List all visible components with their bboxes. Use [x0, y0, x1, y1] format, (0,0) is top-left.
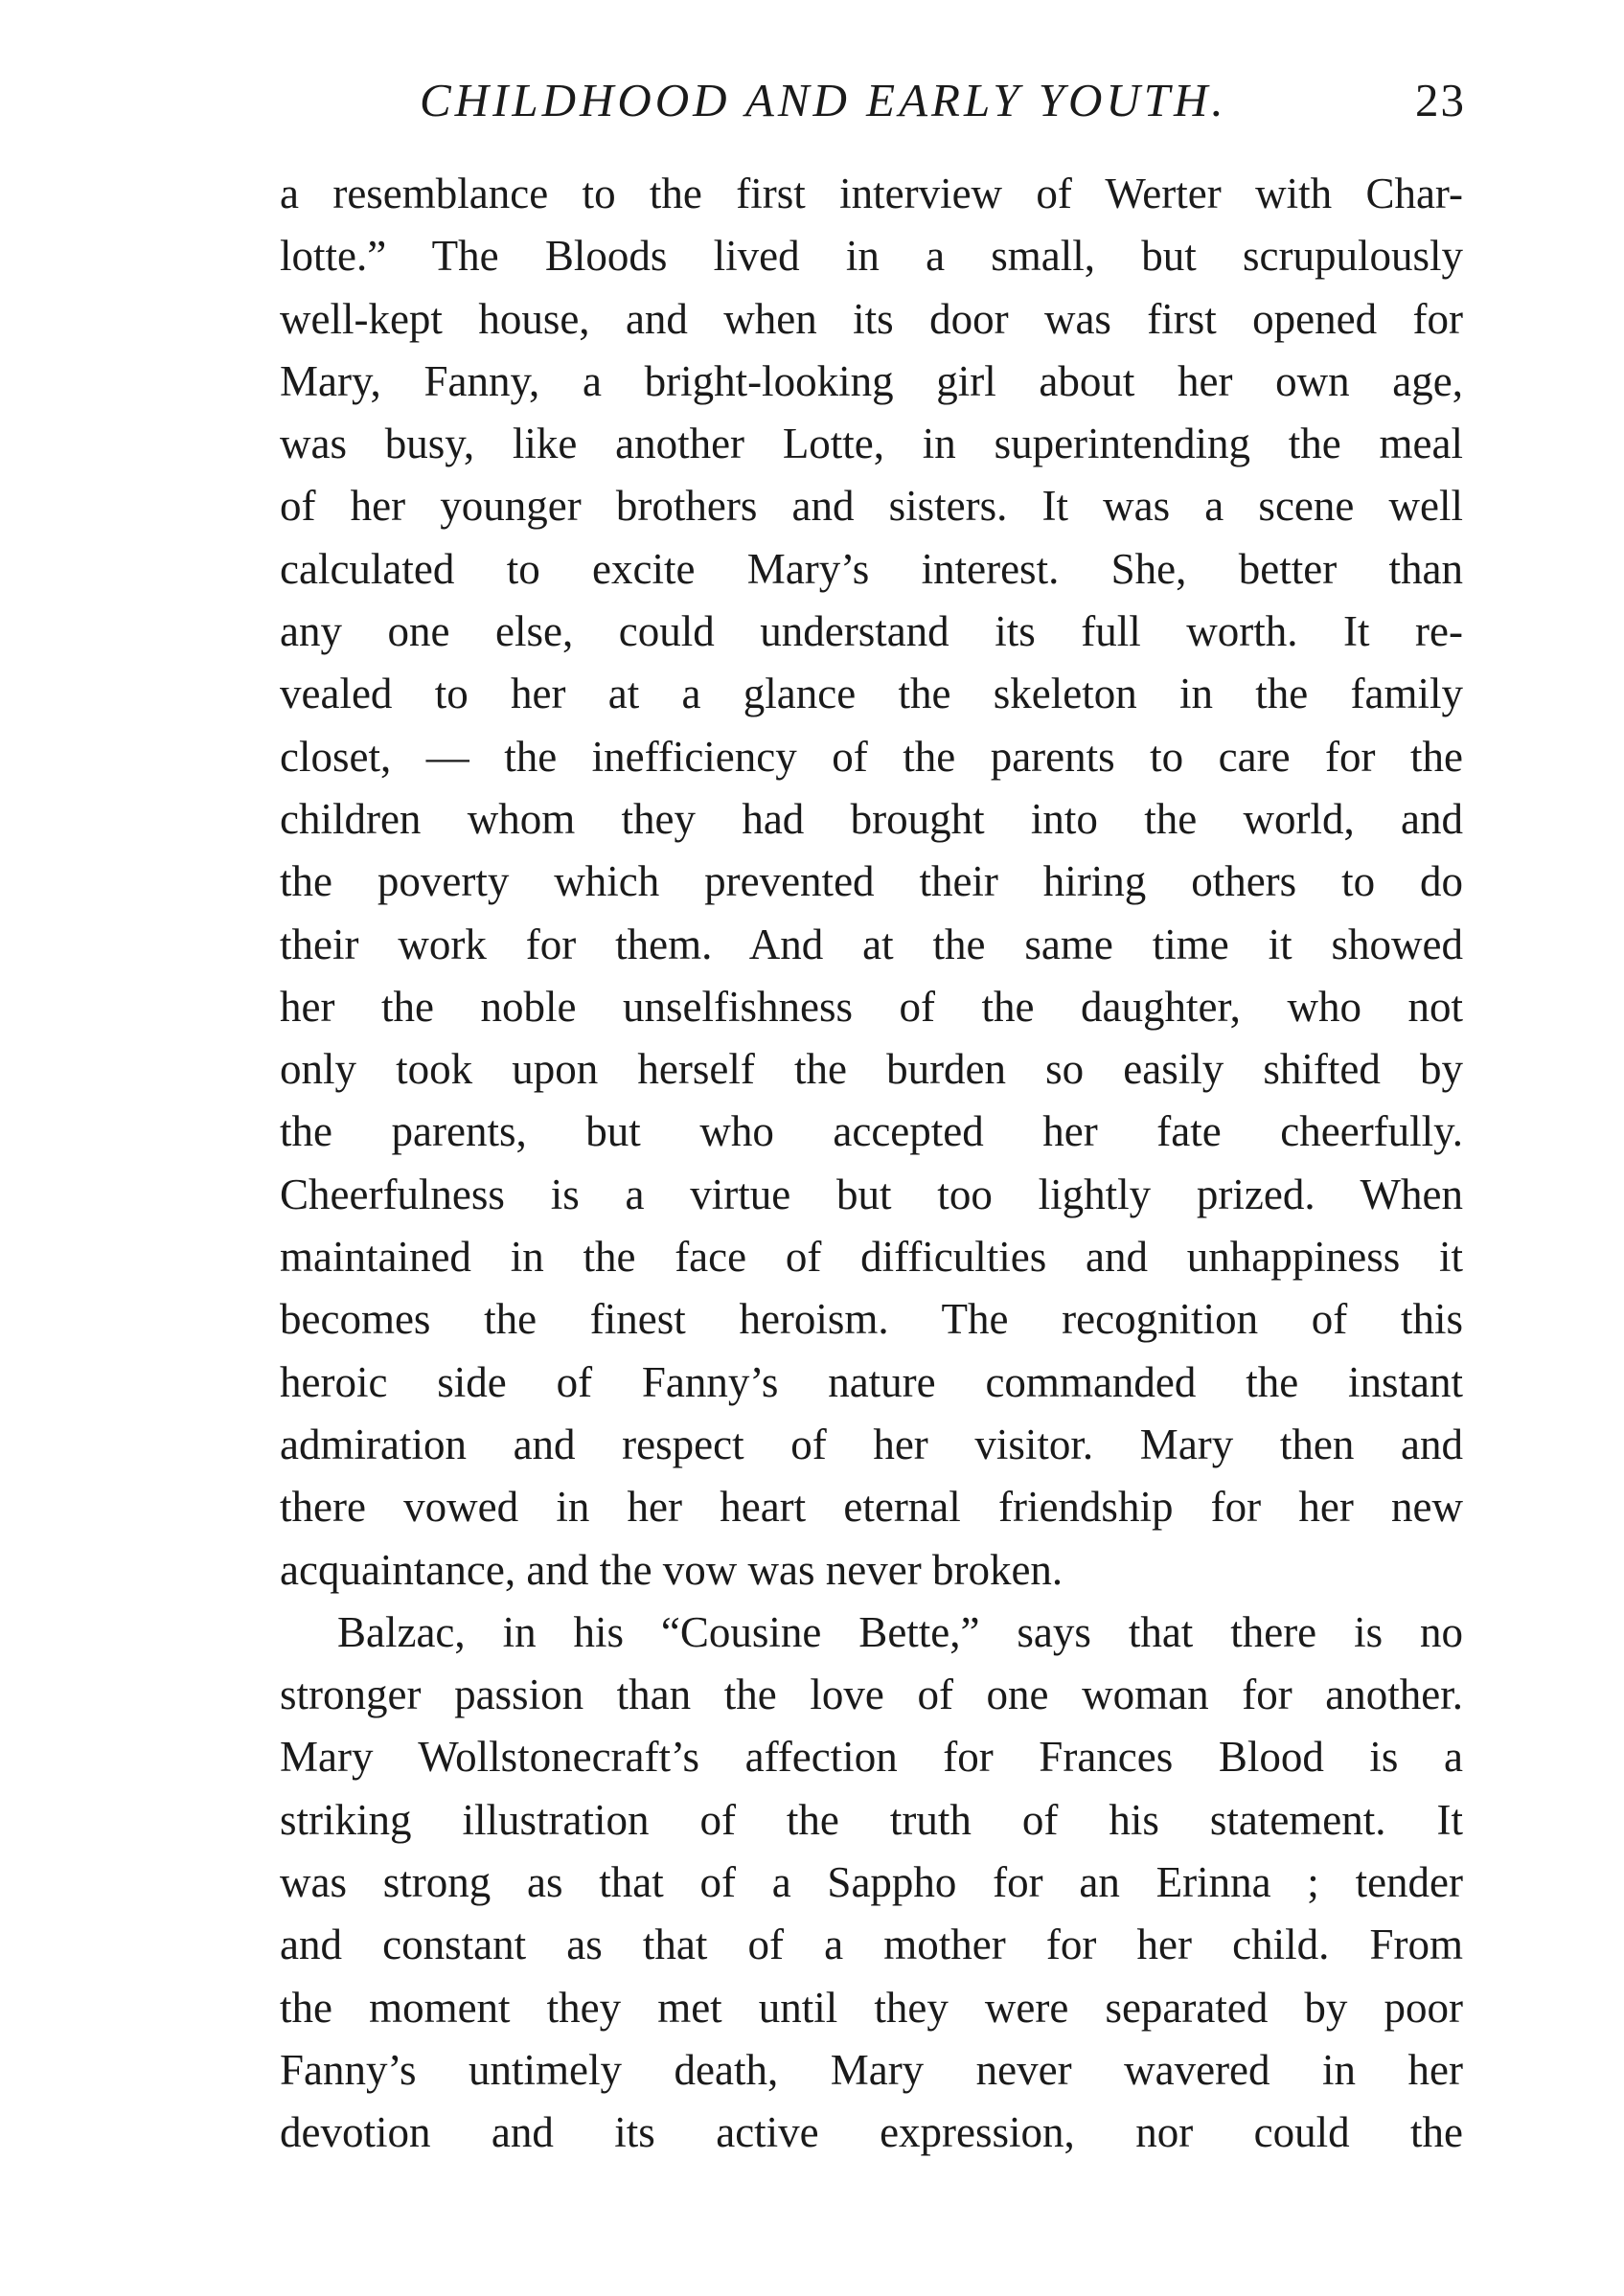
- text-line: the moment they met until they were separated by poor: [280, 1983, 1463, 2032]
- text-line: becomes the finest heroism. The recognition of this: [280, 1295, 1463, 1344]
- paragraph-1: [280, 163, 1463, 1602]
- text-line: admiration and respect of her visitor. Mary then and: [280, 1420, 1463, 1468]
- running-head: CHILDHOOD AND EARLY YOUTH.: [420, 74, 1227, 126]
- text-line: Mary, Fanny, a bright-looking girl about her own age,: [280, 356, 1463, 405]
- text-line: closet, — the inefficiency of the parents to care for the: [280, 732, 1463, 781]
- text-line: there vowed in her heart eternal friendship for her new: [280, 1483, 1463, 1532]
- text-line: and constant as that of a mother for her child. From: [280, 1921, 1463, 1969]
- text-line: maintained in the face of difficulties and unhappiness it: [280, 1233, 1463, 1282]
- text-line: of her younger brothers and sisters. It was a scene well: [280, 482, 1463, 531]
- text-line: Mary Wollstonecraft’s affection for Frances Blood is a: [280, 1733, 1463, 1782]
- text-line: well-kept house, and when its door was first opened for: [280, 294, 1463, 343]
- text-line: her the noble unselfishness of the daughter, who not: [280, 982, 1463, 1031]
- text-line: any one else, could understand its full worth. It re-: [280, 607, 1463, 656]
- text-line: the poverty which prevented their hiring others to do: [280, 857, 1463, 906]
- text-line: Cheerfulness is a virtue but too lightly prized. When: [280, 1170, 1463, 1218]
- text-line: a resemblance to the first interview of Werter with Char-: [280, 170, 1463, 217]
- text-line: children whom they had brought into the world, and: [280, 794, 1463, 843]
- paragraph-2: [280, 1602, 1463, 2165]
- text-line: devotion and its active expression, nor could the: [280, 2108, 1463, 2157]
- text-line: their work for them. And at the same time it showed: [280, 920, 1463, 968]
- text-line: Balzac, in his “Cousine Bette,” says that there is no: [337, 1607, 1463, 1656]
- page-number: 23: [1415, 74, 1466, 126]
- text-line: heroic side of Fanny’s nature commanded the instant: [280, 1357, 1463, 1406]
- text-line: was strong as that of a Sappho for an Erinna ; tender: [280, 1858, 1463, 1907]
- text-line: vealed to her at a glance the skeleton in the family: [280, 670, 1463, 718]
- text-line: calculated to excite Mary’s interest. She, better than: [280, 544, 1463, 593]
- page-header: [278, 67, 1466, 134]
- text-line: lotte.” The Bloods lived in a small, but scrupulously: [280, 232, 1463, 281]
- body-text: [280, 163, 1463, 2165]
- text-line: the parents, but who accepted her fate cheerfully.: [280, 1107, 1463, 1156]
- text-line: acquaintance, and the vow was never broken.: [280, 1545, 1064, 1594]
- text-line: only took upon herself the burden so easily shifted by: [280, 1045, 1463, 1094]
- text-line: striking illustration of the truth of his statement. It: [280, 1795, 1463, 1844]
- text-line: Fanny’s untimely death, Mary never wavered in her: [280, 2045, 1463, 2094]
- text-line: was busy, like another Lotte, in superintending the meal: [280, 420, 1463, 468]
- text-line: stronger passion than the love of one woman for another.: [280, 1671, 1463, 1719]
